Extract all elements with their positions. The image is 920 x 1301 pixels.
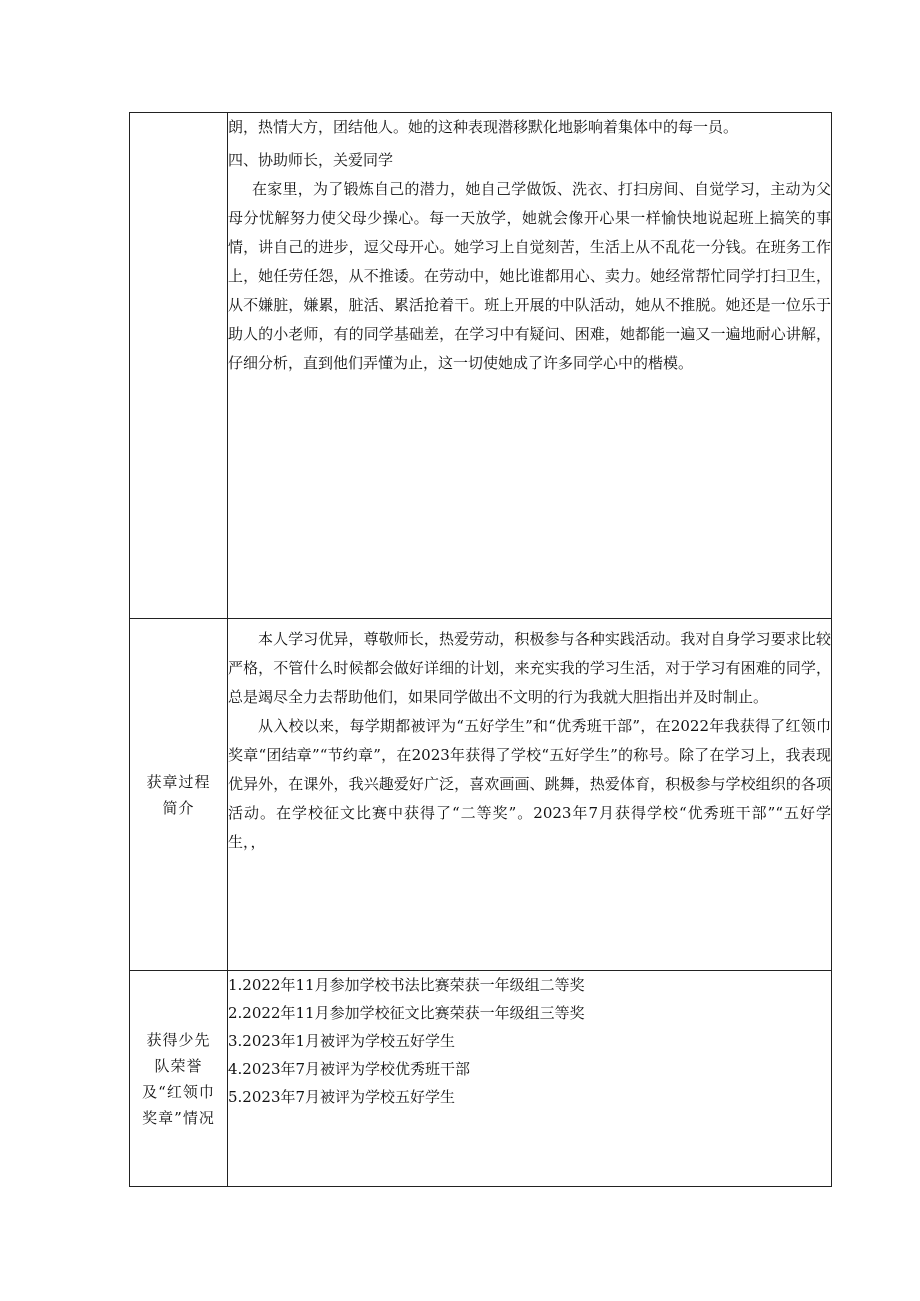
table-row bbox=[130, 971, 832, 1187]
list-item: 3.2023年1月被评为学校五好学生 bbox=[228, 1032, 456, 1050]
honors-content-cell bbox=[228, 971, 832, 1187]
application-form-table bbox=[129, 112, 832, 1187]
deeds-paragraph: 在家里，为了锻炼自己的潜力，她自己学做饭、洗衣、打扫房间、自觉学习，主动为父母分忧解努力使父母少操心。每一天放学，她就会像开心果一样愉快地说起班上搞笑的事情，讲自己的进步，逗父母开心。她学习上自觉刻苦，生活上从不乱花一分钱。在班务工作上，她任劳任怨，从不推诿。在劳动中，她比谁都用心、卖力。她经常帮忙同学打扫卫生，从不嫌脏，嫌累，脏活、累活抢着干。班上开展的中队活动，她从不推脱。她还是一位乐于助人的小老师，有的同学基础差，在学习中有疑问、困难，她都能一遍又一遍地耐心讲解，仔细分析，直到他们弄懂为止，这一切使她成了许多同学心中的楷模。 bbox=[228, 180, 831, 372]
award-process-paragraph-2: 从入校以来，每学期都被评为“五好学生”和“优秀班干部”，在2022年我获得了红领巾奖章“团结章”“节约章”，在2023年获得了学校“五好学生”的称号。除了在学习上，我表现优异外，在课外，我兴趣爱好广泛，喜欢画画、跳舞，热爱体育，积极参与学校组织的各项活动。在学校征文比赛中获得了“二等奖”。2023年7月获得学校“优秀班干部”“五好学生，， bbox=[228, 717, 831, 851]
table-row bbox=[130, 113, 832, 619]
list-item: 1.2022年11月参加学校书法比赛荣获一年级组二等奖 bbox=[228, 976, 585, 994]
deeds-content-cell bbox=[228, 113, 832, 619]
table-row bbox=[130, 619, 832, 971]
honors-label-cell bbox=[130, 971, 228, 1187]
list-item: 2.2022年11月参加学校征文比赛荣获一年级组三等奖 bbox=[228, 1004, 585, 1022]
list-item: 5.2023年7月被评为学校五好学生 bbox=[228, 1088, 456, 1106]
honors-label: 获得少先队荣誉及“红领巾奖章”情况 bbox=[142, 1030, 215, 1127]
award-process-label: 获章过程简介 bbox=[146, 772, 211, 817]
list-item: 4.2023年7月被评为学校优秀班干部 bbox=[228, 1060, 471, 1078]
section-heading: 四、协助师长，关爱同学 bbox=[228, 151, 394, 169]
award-process-label-cell bbox=[130, 619, 228, 971]
award-process-paragraph-1: 本人学习优异，尊敬师长，热爱劳动，积极参与各种实践活动。我对自身学习要求比较严格，不管什么时候都会做好详细的计划，来充实我的学习生活，对于学习有困难的同学，总是竭尽全力去帮助他们，如果同学做出不文明的行为我就大胆指出并及时制止。 bbox=[228, 630, 831, 706]
empty-label-cell bbox=[130, 113, 228, 619]
carryover-text: 朗，热情大方，团结他人。她的这种表现潜移默化地影响着集体中的每一员。 bbox=[228, 118, 739, 136]
award-process-content-cell bbox=[228, 619, 832, 971]
